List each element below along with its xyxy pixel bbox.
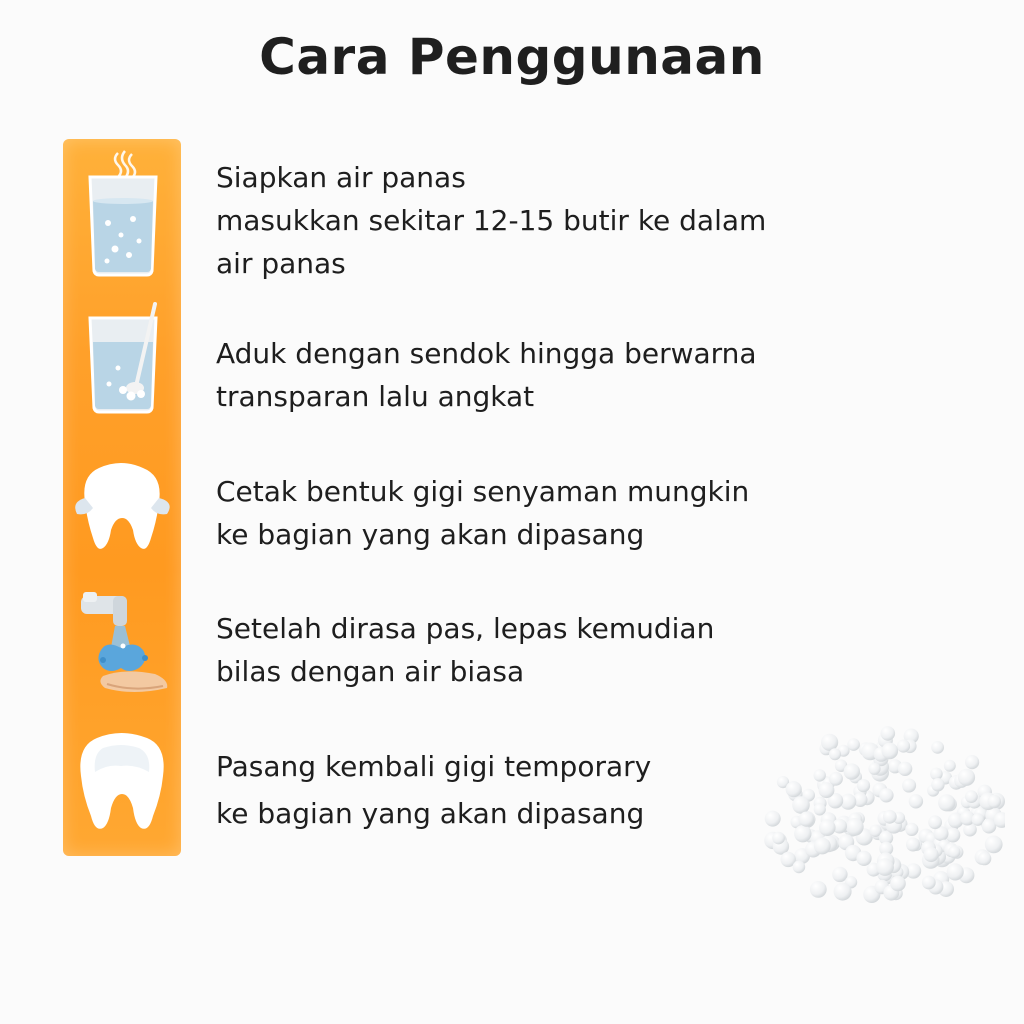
step-1-line-2: masukkan sekitar 12-15 butir ke dalam [216, 204, 767, 237]
bead [879, 788, 893, 802]
bead [786, 781, 802, 797]
bead [819, 782, 835, 798]
step-2-line-1: Aduk dengan sendok hingga berwarna [216, 337, 757, 370]
bead [819, 819, 836, 836]
step-3-line-2: ke bagian yang akan dipasang [216, 518, 645, 551]
tooth-icon [63, 730, 181, 840]
step-1-line-1: Siapkan air panas [216, 161, 466, 194]
bead [931, 778, 944, 791]
step-4-line-1: Setelah dirasa pas, lepas kemudian [216, 612, 715, 645]
bead [924, 847, 939, 862]
bead [794, 825, 811, 842]
step-4-text [216, 607, 836, 693]
bead [890, 876, 906, 892]
bead [883, 810, 897, 824]
bead [897, 739, 910, 752]
bead [909, 794, 923, 808]
bead [810, 881, 827, 898]
beads-pile-image [755, 718, 1005, 918]
bead [938, 794, 955, 811]
bead [965, 790, 978, 803]
bead [844, 763, 860, 779]
step-5-line-2: ke bagian yang akan dipasang [216, 797, 645, 830]
bead [814, 838, 831, 855]
bead [792, 796, 810, 814]
step-3-line-1: Cetak bentuk gigi senyaman mungkin [216, 475, 750, 508]
bead [928, 815, 942, 829]
bead [882, 743, 899, 760]
bead [765, 811, 781, 827]
bead [814, 769, 826, 781]
step-1-line-3: air panas [216, 247, 346, 280]
faucet-rinse-icon [63, 588, 181, 708]
bead [958, 769, 975, 786]
bead [857, 779, 870, 792]
bead [834, 883, 852, 901]
bead [906, 838, 920, 852]
step-4-line-2: bilas dengan air biasa [216, 655, 525, 688]
bead [856, 851, 871, 866]
step-5-text [216, 745, 836, 835]
step-1-text [216, 156, 836, 285]
bead [793, 861, 806, 874]
bead [948, 846, 960, 858]
bead [922, 876, 936, 890]
bead [829, 748, 841, 760]
bead [947, 863, 964, 880]
step-5-line-1: Pasang kembali gigi temporary [216, 750, 652, 783]
step-2-text [216, 332, 836, 418]
stir-spoon-glass-icon [63, 298, 181, 418]
bead [829, 772, 843, 786]
bead [965, 755, 979, 769]
bead [881, 726, 896, 741]
tooth-mold-icon [63, 458, 181, 558]
bead [931, 741, 944, 754]
bead [772, 832, 785, 845]
bead [978, 852, 991, 865]
bead [799, 812, 814, 827]
step-3-text [216, 470, 836, 556]
bead [988, 795, 1001, 808]
hot-water-glass-icon [63, 145, 181, 280]
bead [905, 823, 918, 836]
bead [847, 738, 860, 751]
bead [898, 762, 912, 776]
bead [846, 818, 864, 836]
step-2-line-2: transparan lalu angkat [216, 380, 535, 413]
bead [902, 779, 916, 793]
bead [944, 760, 956, 772]
bead [868, 763, 880, 775]
page-title: Cara Penggunaan [259, 28, 765, 86]
bead [985, 836, 1003, 854]
bead [876, 858, 894, 876]
